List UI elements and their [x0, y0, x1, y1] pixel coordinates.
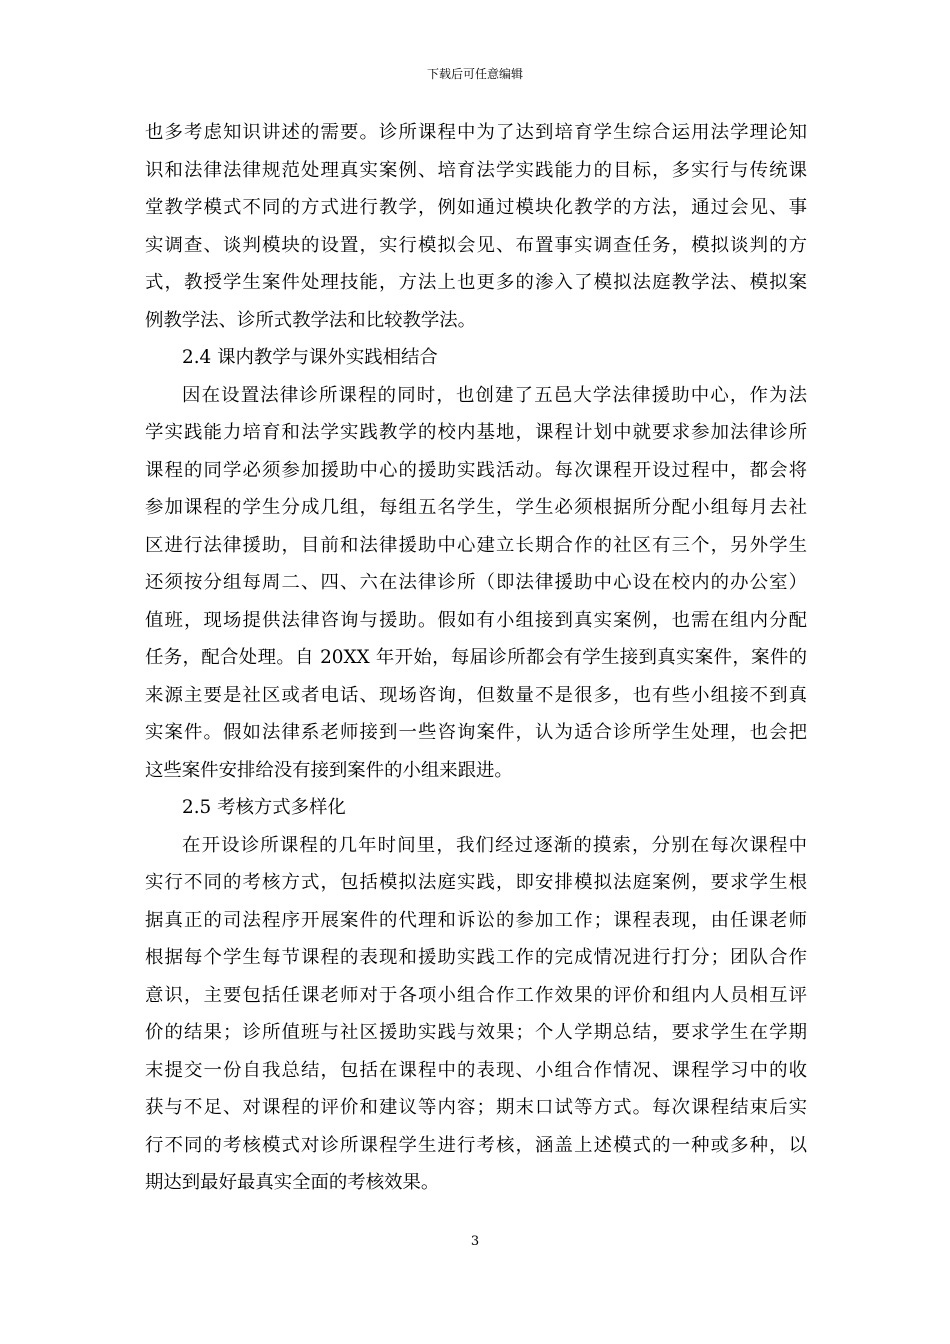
text-line: 区进行法律援助，目前和法律援助中心建立长期合作的社区有三个，另外学生: [145, 534, 807, 556]
text-line: 识和法律法律规范处理真实案例、培育法学实践能力的目标，多实行与传统课: [145, 159, 807, 181]
section-heading: 2.5 考核方式多样化: [182, 797, 346, 818]
text-line: 因在设置法律诊所课程的同时，也创建了五邑大学法律援助中心，作为法: [182, 384, 807, 406]
page-number: 3: [470, 1234, 480, 1249]
text-line: 价的结果；诊所值班与社区援助实践与效果；个人学期总结，要求学生在学期: [145, 1022, 807, 1043]
text-line: 这些案件安排给没有接到案件的小组来跟进。: [145, 759, 513, 781]
page-header: 下载后可任意编辑: [426, 67, 523, 81]
text-line: 值班，现场提供法律咨询与援助。假如有小组接到真实案例，也需在组内分配: [145, 609, 807, 631]
text-line: 据真正的司法程序开展案件的代理和诉讼的参加工作；课程表现，由任课老师: [145, 909, 807, 931]
text-line: 末提交一份自我总结，包括在课程中的表现、小组合作情况、课程学习中的收: [145, 1059, 807, 1081]
text-line: 学实践能力培育和法学实践教学的校内基地，课程计划中就要求参加法律诊所: [145, 422, 807, 443]
text-line: 在开设诊所课程的几年时间里，我们经过逐渐的摸索，分别在每次课程中: [182, 834, 807, 856]
text-line: 获与不足、对课程的评价和建议等内容；期末口试等方式。每次课程结束后实: [145, 1097, 807, 1118]
text-line: 也多考虑知识讲述的需要。诊所课程中为了达到培育学生综合运用法学理论知: [145, 122, 807, 143]
text-line: 行不同的考核模式对诊所课程学生进行考核，涵盖上述模式的一种或多种，以: [145, 1134, 807, 1156]
text-line: 期达到最好最真实全面的考核效果。: [145, 1172, 440, 1193]
document-body: [145, 114, 807, 1202]
text-line: 例教学法、诊所式教学法和比较教学法。: [145, 309, 477, 331]
text-line: 式，教授学生案件处理技能，方法上也更多的渗入了模拟法庭教学法、模拟案: [145, 272, 807, 293]
text-line: 课程的同学必须参加援助中心的援助实践活动。每次课程开设过程中，都会将: [145, 459, 807, 481]
text-line: 参加课程的学生分成几组，每组五名学生，学生必须根据所分配小组每月去社: [145, 497, 807, 518]
section-heading: 2.4 课内教学与课外实践相结合: [182, 347, 438, 368]
text-line: 还须按分组每周二、四、六在法律诊所（即法律援助中心设在校内的办公室）: [145, 572, 807, 593]
paragraph: [145, 827, 807, 1202]
text-line: 实行不同的考核方式，包括模拟法庭实践，即安排模拟法庭案例，要求学生根: [145, 872, 807, 893]
text-line: 任务，配合处理。自 20XX 年开始，每届诊所都会有学生接到真实案件，案件的: [145, 647, 807, 668]
text-line: 来源主要是社区或者电话、现场咨询，但数量不是很多，也有些小组接不到真: [145, 684, 807, 706]
text-line: 实案件。假如法律系老师接到一些咨询案件，认为适合诊所学生处理，也会把: [145, 722, 807, 743]
paragraph: [145, 114, 807, 339]
text-line: 意识，主要包括任课老师对于各项小组合作工作效果的评价和组内人员相互评: [145, 984, 807, 1006]
text-line: 根据每个学生每节课程的表现和援助实践工作的完成情况进行打分；团队合作: [145, 947, 807, 968]
text-line: 实调查、谈判模块的设置，实行模拟会见、布置事实调查任务，模拟谈判的方: [145, 234, 807, 256]
text-line: 堂教学模式不同的方式进行教学，例如通过模块化教学的方法，通过会见、事: [145, 197, 807, 218]
paragraph: [145, 377, 807, 790]
